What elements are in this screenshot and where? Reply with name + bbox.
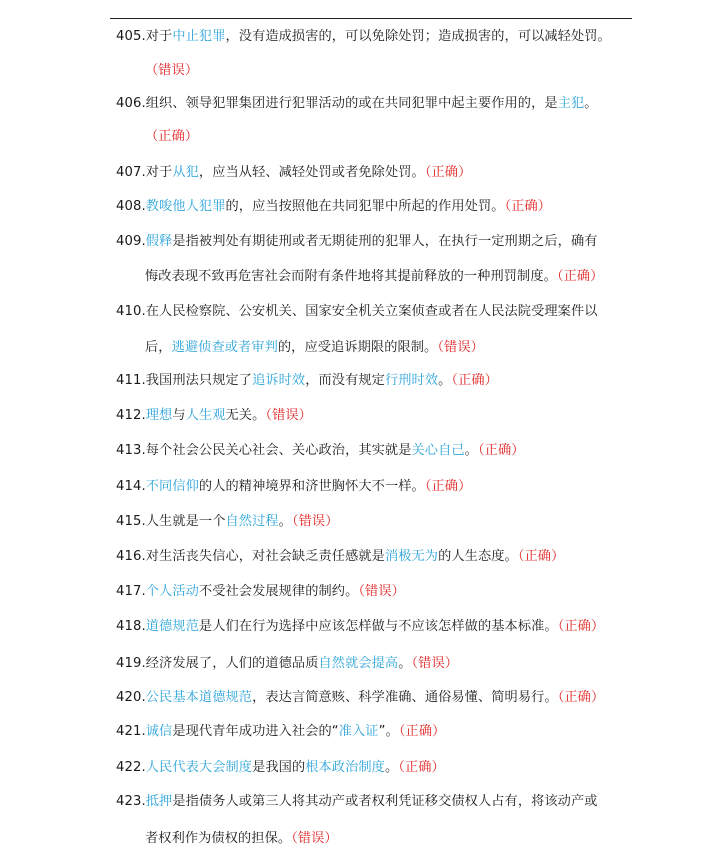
highlighted-term: 自然就会提高 [318, 656, 399, 671]
statement-text: 。 [584, 96, 598, 111]
statement-text: 423. [116, 794, 146, 809]
answer-label: （错误） [358, 584, 405, 599]
statement-text: 418. [116, 619, 146, 634]
answer-label: （正确） [504, 199, 552, 214]
question-line [116, 441, 525, 461]
statement-text: 的人的精神境界和济世胸怀大不一样。 [198, 479, 425, 494]
question-line [116, 371, 498, 391]
answer-label: （错误） [145, 63, 199, 78]
statement-text: 。 [438, 373, 452, 388]
highlighted-term: 从犯 [172, 165, 199, 180]
statement-text: 是指债务人或第三人将其动产或者权利凭证移交债权人占有，将该动产或 [172, 794, 598, 809]
highlighted-term: 关心自己 [411, 443, 465, 458]
highlighted-term: 人民代表大会制度 [145, 760, 253, 775]
statement-text: 421. [116, 724, 146, 739]
statement-text: 的人生态度。 [438, 549, 518, 564]
question-line [116, 27, 611, 47]
top-rule [110, 18, 632, 19]
statement-text: 是人们在行为选择中应该怎样做与不应该怎样做的基本标准。 [198, 619, 558, 634]
question-line [116, 302, 598, 322]
answer-label: （错误） [265, 408, 312, 423]
statement-text: 是我国的 [252, 760, 306, 775]
question-line [116, 477, 471, 497]
statement-text: 。 [384, 760, 399, 775]
statement-text: 的，应受追诉期限的限制。 [277, 340, 438, 355]
highlighted-term: 诚信 [145, 724, 173, 739]
statement-text: 无关。 [225, 408, 266, 423]
answer-label: （正确） [557, 619, 605, 634]
statement-text: 悔改表现不致再危害社会而附有条件地将其提前释放的一种刑罚制度。 [145, 269, 557, 284]
statement-text: 422. [116, 760, 146, 775]
answer-label: （正确） [145, 129, 199, 144]
highlighted-term: 消极无为 [384, 549, 439, 564]
statement-text: 416.对生活丧失信心，对社会缺乏责任感就是 [116, 549, 385, 564]
statement-text: ，应当从轻、减轻处罚或者免除处罚。 [198, 165, 425, 180]
highlighted-term: 假释 [145, 234, 173, 249]
question-continuation-line [145, 127, 198, 147]
question-line [116, 617, 604, 637]
statement-text: ，而没有规定 [305, 373, 385, 388]
statement-text: 412. [116, 408, 146, 423]
highlighted-term: 道德规范 [145, 619, 199, 634]
question-line [116, 688, 604, 708]
question-continuation-line [145, 267, 603, 287]
highlighted-term: 人生观 [185, 408, 226, 423]
statement-text: 406.组织、领导犯罪集团进行犯罪活动的或在共同犯罪中起主要作用的，是 [116, 96, 558, 111]
statement-text: 。 [398, 656, 412, 671]
statement-text: 是指被判处有期徒刑或者无期徒刑的犯罪人，在执行一定刑期之后，确有 [172, 234, 598, 249]
highlighted-term: 公民基本道德规范 [145, 690, 253, 705]
statement-text: 417. [116, 584, 146, 599]
highlighted-term: 逃避侦查或者审判 [171, 340, 278, 355]
highlighted-term: 主犯 [557, 96, 585, 111]
question-continuation-line [145, 338, 484, 358]
highlighted-term: 抵押 [145, 794, 173, 809]
question-line [116, 758, 445, 778]
highlighted-term: 行刑时效 [384, 373, 439, 388]
answer-label: （正确） [477, 443, 525, 458]
answer-label: （正确） [451, 373, 498, 388]
question-line [116, 232, 598, 252]
question-line [116, 197, 551, 217]
statement-text: 408. [116, 199, 146, 214]
highlighted-term: 个人活动 [145, 584, 199, 599]
question-line [116, 722, 445, 742]
answer-label: （错误） [291, 831, 338, 846]
statement-text: ，表达言简意赅、科学准确、通俗易懂、简明易行。 [252, 690, 558, 705]
question-line [116, 547, 564, 567]
statement-text: 415.人生就是一个 [116, 514, 226, 529]
statement-text: ”。 [378, 724, 399, 739]
statement-text: 的，应当按照他在共同犯罪中所起的作用处罚。 [225, 199, 505, 214]
statement-text: 407.对于 [116, 165, 173, 180]
statement-text: 419.经济发展了，人们的道德品质 [116, 656, 319, 671]
question-line [116, 406, 312, 426]
highlighted-term: 追诉时效 [252, 373, 306, 388]
statement-text: 不受社会发展规律的制约。 [198, 584, 359, 599]
statement-text: ，没有造成损害的，可以免除处罚；造成损害的，可以减轻处罚。 [225, 29, 611, 44]
statement-text: 是现代青年成功进入社会的“ [172, 724, 339, 739]
question-continuation-line [145, 61, 198, 81]
answer-label: （正确） [517, 549, 565, 564]
statement-text: 413.每个社会公民关心社会、关心政治，其实就是 [116, 443, 412, 458]
answer-label: （正确） [557, 690, 605, 705]
statement-text: 后， [145, 340, 172, 355]
highlighted-term: 中止犯罪 [172, 29, 226, 44]
statement-text: 410.在人民检察院、公安机关、国家安全机关立案侦查或者在人民法院受理案件以 [116, 304, 598, 319]
statement-text: 409. [116, 234, 146, 249]
answer-label: （正确） [424, 165, 472, 180]
highlighted-term: 理想 [145, 408, 173, 423]
question-line [116, 163, 471, 183]
statement-text: 420. [116, 690, 146, 705]
question-line [116, 792, 598, 812]
question-line [116, 654, 458, 674]
question-continuation-line [145, 829, 338, 849]
statement-text: 。 [464, 443, 478, 458]
answer-label: （正确） [398, 724, 446, 739]
answer-label: （正确） [424, 479, 472, 494]
statement-text: 414. [116, 479, 146, 494]
answer-label: （错误） [437, 340, 484, 355]
statement-text: 者权利作为债权的担保。 [145, 831, 292, 846]
answer-label: （错误） [291, 514, 339, 529]
answer-label: （正确） [398, 760, 445, 775]
answer-label: （正确） [556, 269, 604, 284]
statement-text: 与 [172, 408, 186, 423]
question-line [116, 512, 339, 532]
question-line [116, 582, 405, 602]
highlighted-term: 准入证 [338, 724, 379, 739]
highlighted-term: 自然过程 [225, 514, 279, 529]
highlighted-term: 根本政治制度 [305, 760, 385, 775]
statement-text: 411.我国刑法只规定了 [116, 373, 253, 388]
highlighted-term: 教唆他人犯罪 [145, 199, 226, 214]
statement-text: 405.对于 [116, 29, 173, 44]
statement-text: 。 [278, 514, 292, 529]
highlighted-term: 不同信仰 [145, 479, 199, 494]
answer-label: （错误） [411, 656, 459, 671]
question-line [116, 94, 598, 114]
